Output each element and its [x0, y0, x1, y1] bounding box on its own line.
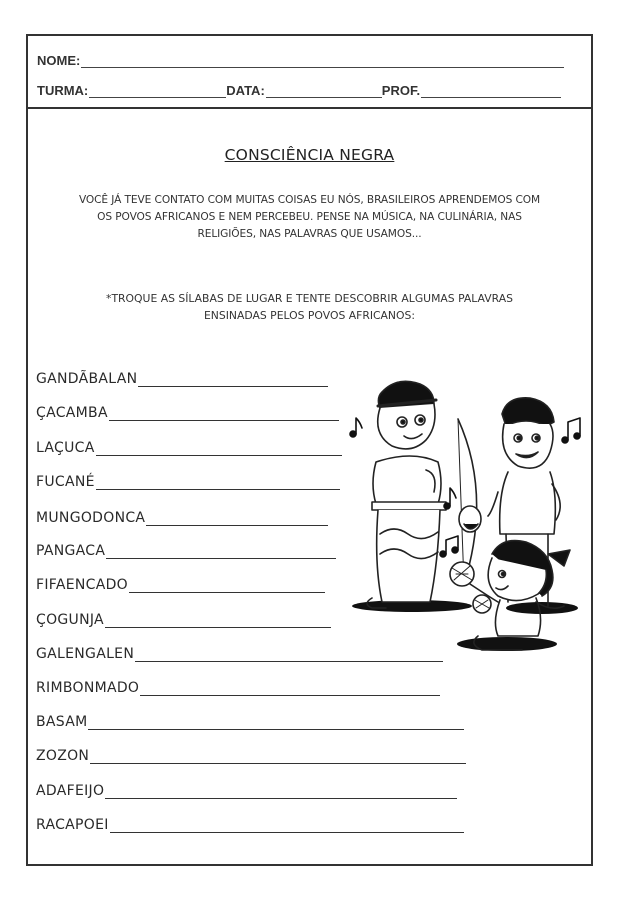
name-field[interactable] — [81, 55, 564, 68]
answer-line[interactable] — [96, 475, 340, 490]
boy-drummer-icon — [367, 381, 446, 608]
worksheet — [26, 34, 593, 866]
word-item — [36, 510, 328, 526]
word-item — [36, 405, 339, 421]
answer-line[interactable] — [105, 613, 331, 628]
word-item — [36, 543, 336, 559]
word-item — [36, 714, 464, 730]
class-label: TURMA: — [37, 83, 89, 98]
scrambled-word: FIFAENCADO — [36, 577, 128, 593]
answer-line[interactable] — [129, 578, 325, 593]
word-item — [36, 440, 342, 456]
name-row — [37, 53, 564, 68]
girl-with-shakers-icon — [450, 541, 570, 651]
instruction-line: ENSINADAS PELOS POVOS AFRICANOS: — [203, 309, 415, 322]
answer-line[interactable] — [88, 715, 464, 730]
answer-line[interactable] — [105, 784, 457, 799]
class-field[interactable] — [89, 85, 226, 98]
word-item — [36, 680, 440, 696]
word-item — [36, 474, 340, 490]
answer-line[interactable] — [90, 749, 466, 764]
answer-line[interactable] — [138, 372, 328, 387]
scrambled-word: GALENGALEN — [36, 646, 135, 662]
instruction-line: *TROQUE AS SÍLABAS DE LUGAR E TENTE DESCOBRIR ALGUMAS PALAVRAS — [106, 292, 513, 305]
student-info-header — [28, 36, 591, 109]
scrambled-word: BASAM — [36, 714, 88, 730]
scrambled-word: ADAFEIJO — [36, 783, 105, 799]
scrambled-word: ÇOGUNJA — [36, 612, 104, 628]
word-item — [36, 577, 325, 593]
scrambled-word: RACAPOEI — [36, 817, 109, 833]
scrambled-word: RIMBONMADO — [36, 680, 140, 696]
word-item — [36, 748, 466, 764]
intro-paragraph — [38, 192, 581, 243]
answer-line[interactable] — [96, 441, 342, 456]
word-item — [36, 783, 457, 799]
scrambled-word: ÇACAMBA — [36, 405, 108, 421]
intro-line: OS POVOS AFRICANOS E NEM PERCEBEU. PENSE NA MÚSICA, NA CULINÁRIA, NAS — [97, 211, 522, 223]
scrambled-word: PANGACA — [36, 543, 106, 559]
intro-line: RELIGIÕES, NAS PALAVRAS QUE USAMOS... — [197, 228, 422, 240]
teacher-field[interactable] — [421, 85, 561, 98]
scrambled-word: LAÇUCA — [36, 440, 95, 456]
teacher-label: PROF. — [381, 83, 421, 98]
page-title: CONSCIÊNCIA NEGRA — [224, 146, 395, 164]
answer-line[interactable] — [140, 681, 440, 696]
children-playing-music-illustration — [342, 374, 592, 664]
answer-line[interactable] — [106, 544, 336, 559]
date-field[interactable] — [266, 85, 382, 98]
scrambled-word: GANDÃBALAN — [36, 371, 138, 387]
word-item — [36, 371, 328, 387]
scrambled-word: ZOZON — [36, 748, 90, 764]
word-item — [36, 817, 464, 833]
instruction-paragraph — [38, 290, 581, 324]
word-item — [36, 612, 331, 628]
class-date-teacher-row — [37, 83, 561, 98]
answer-line[interactable] — [146, 511, 328, 526]
answer-line[interactable] — [110, 818, 464, 833]
answer-line[interactable] — [109, 406, 339, 421]
scrambled-word: MUNGODONCA — [36, 510, 146, 526]
intro-line: VOCÊ JÁ TEVE CONTATO COM MUITAS COISAS EU NÓS, BRASILEIROS APRENDEMOS COM — [78, 194, 541, 206]
scrambled-word: FUCANÉ — [36, 474, 95, 490]
date-label: DATA: — [226, 83, 265, 98]
name-label: NOME: — [37, 53, 81, 68]
